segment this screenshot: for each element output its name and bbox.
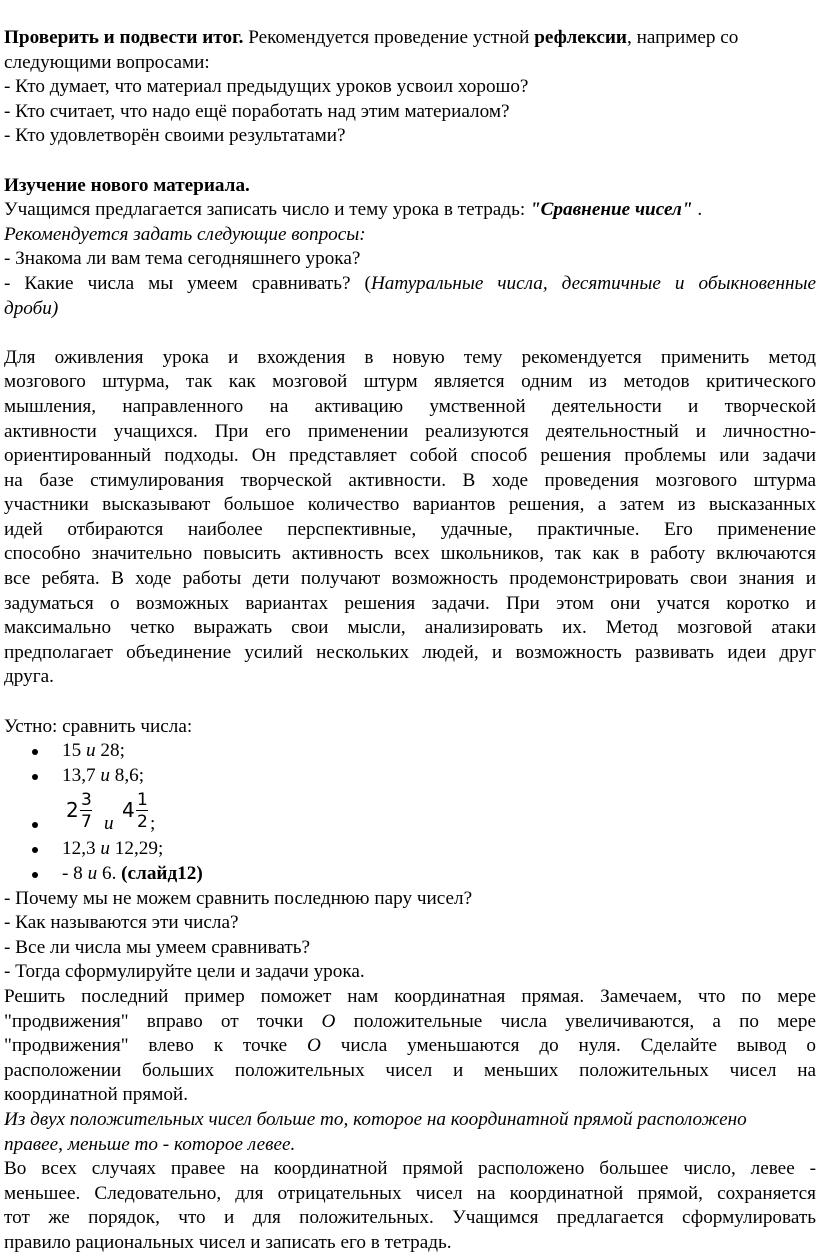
rule-line: Из двух положительных чисел больше то, которое на координатной прямой расположено xyxy=(4,1108,747,1130)
recommend-line: Рекомендуется задать следующие вопросы: xyxy=(4,223,366,245)
list-item xyxy=(4,837,816,862)
line-text: числа уменьшаются до нуля. Сделайте вывод о xyxy=(320,1035,816,1057)
intro-line xyxy=(4,26,816,51)
fraction-bar xyxy=(80,810,92,811)
fraction-whole: 4 xyxy=(122,798,135,823)
point-label: O xyxy=(321,1010,336,1032)
rule-line: правее, меньше то - которое левее. xyxy=(4,1133,296,1155)
conjunction: и xyxy=(100,838,110,860)
paragraph-line: правило рациональных чисел и записать его в тетрадь. xyxy=(4,1231,452,1253)
paragraph-line: предполагает объединение усилий нескольких людей, и возможность развивать идеи друг xyxy=(4,641,816,663)
discussion-question: - Тогда сформулируйте цели и задачи урока. xyxy=(4,961,365,983)
paragraph-line: друга. xyxy=(4,666,54,688)
paragraph-line xyxy=(4,1010,816,1035)
fraction-numerator: 1 xyxy=(137,790,148,811)
paragraph-line: задуматься о возможных вариантах решения задачи. При этом они учатся коротко и xyxy=(4,592,816,614)
paragraph-line: Решить последний пример поможет нам координатная прямая. Замечаем, что по мере xyxy=(4,985,816,1007)
reflection-question: - Кто считает, что надо ещё поработать над этим материалом? xyxy=(4,100,510,122)
reflection-question: - Кто думает, что материал предыдущих уроков усвоил хорошо? xyxy=(4,76,529,98)
comparison-list xyxy=(4,739,816,886)
paragraph-line xyxy=(4,1034,816,1059)
intro-lead-text: Рекомендуется проведение устной xyxy=(243,27,535,48)
paragraph-line: ориентированный подходы. Он представляет собой способ решения проблемы или задачи xyxy=(4,445,816,467)
discussion-question: - Как называются эти числа? xyxy=(4,912,239,934)
paragraph-line: мышления, направленного на активацию умственной деятельности и творческой xyxy=(4,395,816,417)
number-b: 6. xyxy=(101,863,117,884)
lesson-question: - Знакома ли вам тема сегодняшнего урока? xyxy=(4,248,361,270)
point-label: O xyxy=(307,1035,321,1057)
line-text: положительные числа увеличиваются, а по мере xyxy=(335,1010,816,1032)
paragraph-line: идей отбираются наиболее перспективные, удачные, практичные. Его применение xyxy=(4,518,816,540)
spacer xyxy=(4,321,816,346)
intro-lead-bold: Проверить и подвести итог. xyxy=(4,27,244,48)
item-tail: ; xyxy=(150,813,156,835)
fraction-denominator: 2 xyxy=(137,812,148,833)
bullet-icon xyxy=(32,774,38,780)
lesson-question xyxy=(4,272,816,297)
number-a: - 8 xyxy=(62,863,83,884)
lesson-question-text: - Какие числа мы умеем сравнивать? ( xyxy=(4,272,371,294)
lesson-question-cont: дроби) xyxy=(4,297,59,319)
list-item xyxy=(4,739,816,764)
paragraph-line: активности учащихся. При его применении реализуются деятельностный и личностно- xyxy=(4,420,816,442)
paragraph-line: координатной прямой. xyxy=(4,1084,188,1106)
number-b: 8,6; xyxy=(114,764,145,786)
line-text: "продвижения" вправо от точки xyxy=(4,1010,322,1032)
topic-title: "Сравнение чисел" xyxy=(529,199,693,221)
fraction-whole: 2 xyxy=(66,798,79,823)
fraction-denominator: 7 xyxy=(81,812,92,833)
slide-reference: (слайд12) xyxy=(121,863,203,884)
list-item-fractions xyxy=(4,788,816,837)
conjunction: и xyxy=(85,740,96,762)
intro-reflexion-bold: рефлексии xyxy=(534,27,627,48)
conjunction: и xyxy=(100,764,110,786)
discussion-question: - Почему мы не можем сравнить последнюю пару чисел? xyxy=(4,887,473,909)
paragraph-line: максимально четко выражать свои мысли, анализировать их. Метод мозговой атаки xyxy=(4,617,816,639)
discussion-question: - Все ли числа мы умеем сравнивать? xyxy=(4,936,310,958)
paragraph-line: способно значительно повысить активность всех школьников, так как в работу включаются xyxy=(4,543,816,565)
paragraph-line: все ребята. В ходе работы дети получают возможность продемонстрировать свои знания и xyxy=(4,568,816,590)
bullet-icon xyxy=(32,872,38,878)
brainstorm-paragraph xyxy=(4,346,816,690)
reflection-question: - Кто удовлетворён своими результатами? xyxy=(4,125,346,147)
paragraph-line: Для оживления урока и вхождения в новую тему рекомендуется применить метод xyxy=(4,346,816,368)
paragraph-line: участники высказывают большое количество вариантов решения, а затем из высказанных xyxy=(4,494,816,516)
lesson-question-italic: Натуральные числа, десятичные и обыкновенные xyxy=(370,272,816,294)
mixed-fraction-a xyxy=(66,790,100,834)
fraction-bar xyxy=(136,810,148,811)
conjunction: и xyxy=(87,863,98,884)
paragraph-line: мозгового штурма, так как мозговой штурм является одним из методов критического xyxy=(4,371,816,393)
number-a: 12,3 xyxy=(62,838,96,860)
number-b: 12,29; xyxy=(114,838,164,860)
number-b: 28; xyxy=(100,740,125,762)
section-heading: Изучение нового материала. xyxy=(4,174,250,196)
conjunction: и xyxy=(104,813,114,835)
oral-label: Устно: сравнить числа: xyxy=(4,715,193,737)
number-a: 13,7 xyxy=(62,764,96,786)
intro-lead-text-2: , например со xyxy=(626,27,739,48)
topic-end: . xyxy=(692,199,703,221)
list-item xyxy=(4,764,816,789)
bullet-icon xyxy=(32,749,38,755)
spacer xyxy=(4,149,816,174)
list-item xyxy=(4,862,816,887)
spacer xyxy=(4,690,816,715)
topic-line xyxy=(4,198,816,223)
bullet-icon xyxy=(32,847,38,853)
number-a: 15 xyxy=(62,740,82,762)
bullet-icon xyxy=(32,822,38,828)
fraction-numerator: 3 xyxy=(81,790,92,811)
paragraph-line: расположении больших положительных чисел и меньших положительных чисел на xyxy=(4,1059,816,1081)
paragraph-line: на базе стимулирования творческой активности. В ходе проведения мозгового штурма xyxy=(4,469,816,491)
paragraph-line: Во всех случаях правее на координатной прямой расположено большее число, левее - xyxy=(4,1158,816,1180)
intro-line-2: следующими вопросами: xyxy=(4,51,210,73)
paragraph-line: меньшее. Следовательно, для отрицательных чисел на координатной прямой, сохраняется xyxy=(4,1182,816,1204)
line-text: "продвижения" влево к точке xyxy=(4,1035,307,1057)
topic-text: Учащимся предлагается записать число и тему урока в тетрадь: xyxy=(4,199,530,221)
paragraph-line: тот же порядок, что и для положительных. Учащимся предлагается сформулировать xyxy=(4,1207,816,1229)
